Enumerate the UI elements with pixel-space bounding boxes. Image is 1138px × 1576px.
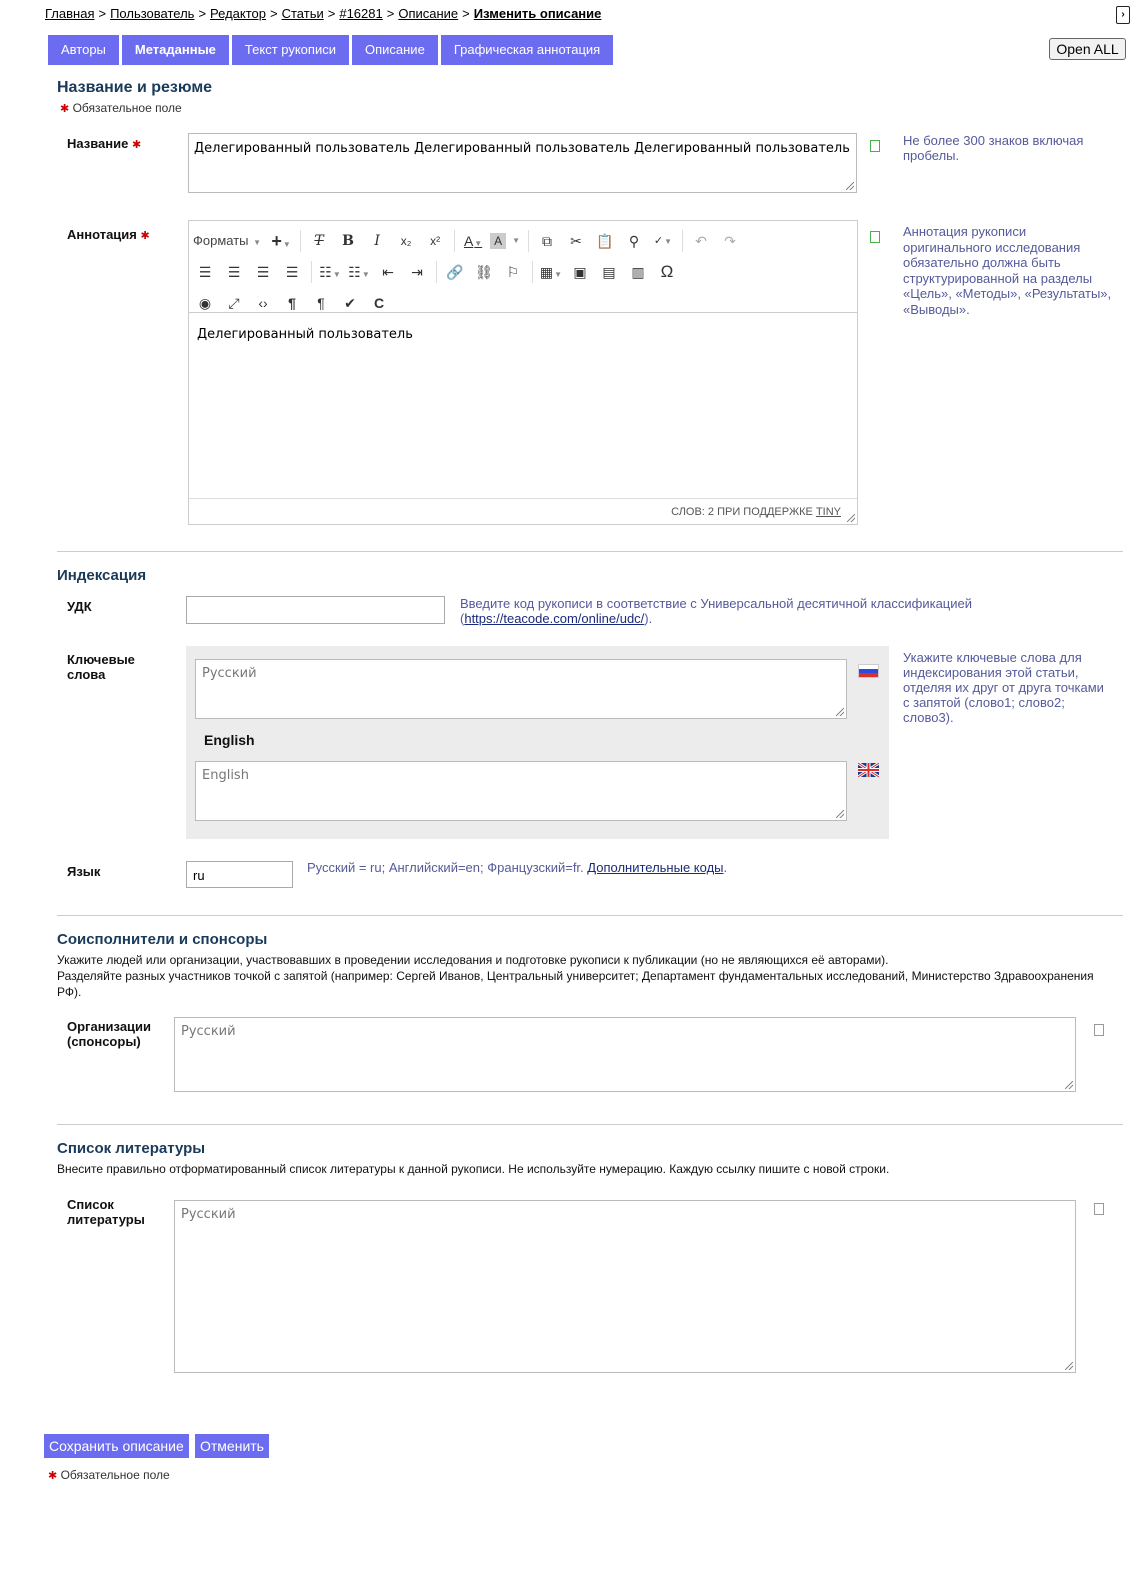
title-hint: Не более 300 знаков включая пробелы. (903, 133, 1084, 163)
organizations-field[interactable] (174, 1017, 1076, 1092)
bold-icon[interactable]: B (342, 232, 354, 249)
title-field[interactable] (188, 133, 857, 193)
breadcrumb-link-home[interactable]: Главная (45, 6, 95, 21)
breadcrumb (45, 6, 601, 21)
breadcrumb-link-article-id[interactable]: #16281 (339, 6, 383, 21)
breadcrumb-separator: > (386, 6, 395, 21)
tab-description[interactable]: Описание (352, 35, 438, 65)
media-icon[interactable]: ▤ (602, 263, 616, 280)
link-icon[interactable]: 🔗 (446, 263, 464, 280)
redo-icon[interactable]: ↷ (724, 232, 736, 249)
editor-content-area[interactable]: Делегированный пользователь (197, 327, 413, 342)
abstract-hint: Аннотация рукописи оригинального исследования обязательно должна быть структурированной на разделы «Цель», «Методы», «Результаты», «Выводы». (903, 224, 1112, 317)
editor-toolbar: Форматы ▼ +▼ T B I x₂ x² A▼ A ▼ ⧉ ✂ 📋 ⚲ ✓▼ ↶ ↷ ☰ ☰ ☰ ☰ ☷▼ ☷▼ ⇤ ⇥ 🔗 ⛓ ⚐ ▦▼ ▣ ▤ ▥ Ω ◉ ⤢ ‹› ¶ ¶ ✔ C (189, 221, 857, 313)
bullet-list-icon[interactable]: ☷▼ (319, 263, 341, 280)
keywords-ru-placeholder: Русский (202, 666, 257, 681)
background-color-icon[interactable]: A (490, 233, 506, 249)
clear-formatting-icon[interactable]: T (314, 232, 324, 249)
udk-hint-end: ). (644, 611, 653, 626)
align-right-icon[interactable]: ☰ (256, 263, 270, 280)
organizations-label: Организации (спонсоры) (67, 1019, 152, 1049)
required-star-icon: ✱ (48, 1470, 58, 1482)
breadcrumb-current: Изменить описание (473, 6, 602, 21)
udk-input[interactable] (186, 596, 445, 624)
abstract-editor (188, 220, 858, 525)
references-field[interactable] (174, 1200, 1076, 1373)
udk-label: УДК (67, 599, 92, 614)
resize-handle[interactable] (1065, 1362, 1073, 1370)
references-description: Внесите правильно отформатированный список литературы к данной рукописи. Не используйте нумерацию. Каждую ссылку пишите с новой строки. (57, 1162, 890, 1176)
title-field-value: Делегированный пользователь Делегированный пользователь Делегированный пользователь (194, 141, 850, 156)
show-blocks-icon[interactable]: ¶ (288, 294, 296, 311)
special-char-icon[interactable]: Ω (660, 261, 674, 281)
formats-dropdown[interactable]: Форматы ▼ (193, 233, 262, 248)
align-left-icon[interactable]: ☰ (198, 263, 212, 280)
sidebar-toggle-icon[interactable]: › (1116, 6, 1130, 24)
resize-handle[interactable] (1065, 1081, 1073, 1089)
word-count: СЛОВ: 2 ПРИ ПОДДЕРЖКЕ (671, 506, 813, 518)
language-input[interactable]: ru (186, 861, 293, 888)
tab-graphical-abstract[interactable]: Графическая аннотация (441, 35, 613, 65)
resize-handle[interactable] (836, 708, 844, 716)
references-heading: Список литературы (57, 1140, 206, 1157)
italic-icon[interactable]: I (374, 232, 380, 249)
keywords-hint: Укажите ключевые слова для индексирования этой статьи, отделяя их друг от друга точками с запятой (слово1; слово2; слово3). (903, 650, 1104, 725)
udc-link[interactable]: https://teacode.com/online/udc/ (464, 611, 645, 626)
breadcrumb-link-user[interactable]: Пользователь (110, 6, 195, 21)
indent-icon[interactable]: ⇥ (411, 263, 423, 280)
title-label-text: Название (67, 136, 129, 151)
abstract-status-icon (870, 231, 880, 243)
sponsors-description-2: Разделяйте разных участников точкой с запятой (например: Сергей Иванов, Центральный университет; Департамент фундаментальных исследований, Министерство Здравоохранения РФ). (57, 969, 1094, 999)
keywords-ru-field[interactable] (195, 659, 847, 719)
align-justify-icon[interactable]: ☰ (285, 263, 299, 280)
language-hint-text: Русский = ru; Английский=en; Французский=fr. (307, 860, 584, 875)
tiny-link[interactable]: TINY (815, 506, 841, 518)
preview-icon[interactable]: ◉ (198, 294, 212, 311)
breadcrumb-separator: > (198, 6, 207, 21)
superscript-icon[interactable]: x² (430, 233, 441, 248)
required-star-icon: ✱ (140, 230, 150, 242)
resize-handle[interactable] (847, 514, 855, 522)
organizations-status-icon (1094, 1024, 1104, 1036)
breadcrumb-separator: > (98, 6, 107, 21)
breadcrumb-link-editor[interactable]: Редактор (210, 6, 267, 21)
abstract-label (67, 227, 150, 244)
bookmark-icon[interactable]: ⚐ (506, 263, 520, 280)
additional-codes-link[interactable]: Дополнительные коды (587, 860, 724, 875)
breadcrumb-separator: > (270, 6, 278, 21)
abstract-label-text: Аннотация (67, 227, 137, 242)
tab-metadata[interactable]: Метаданные (122, 35, 229, 65)
language-label: Язык (67, 864, 101, 879)
udk-hint-text: Введите код рукописи в соответствие с Универсальной десятичной классификацией ( (460, 596, 973, 626)
table-icon[interactable]: ▦▼ (539, 263, 563, 280)
keywords-en-field[interactable] (195, 761, 847, 821)
references-label: Список литературы (67, 1197, 145, 1227)
footer-required-note (48, 1468, 170, 1482)
tab-authors[interactable]: Авторы (48, 35, 119, 65)
sponsors-heading: Соисполнители и спонсоры (57, 931, 268, 948)
title-status-icon (870, 140, 880, 152)
text-color-icon[interactable]: A▼ (463, 232, 483, 249)
references-status-icon (1094, 1203, 1104, 1215)
copy-icon[interactable]: ⧉ (542, 232, 552, 249)
tab-manuscript-text[interactable]: Текст рукописи (232, 35, 349, 65)
image-icon[interactable]: ▣ (573, 263, 587, 280)
required-note-text: Обязательное поле (72, 101, 182, 115)
numbered-list-icon[interactable]: ☷▼ (348, 263, 370, 280)
paste-icon[interactable]: 📋 (596, 232, 614, 249)
language-hint-end: . (723, 860, 728, 875)
outdent-icon[interactable]: ⇤ (382, 263, 394, 280)
title-label (67, 136, 141, 153)
references-placeholder: Русский (181, 1207, 236, 1222)
save-button[interactable]: Сохранить описание (44, 1434, 189, 1458)
unlink-icon[interactable]: ⛓ (475, 263, 493, 280)
fullscreen-icon[interactable]: ⤢ (228, 294, 240, 311)
sponsors-description (57, 952, 1117, 1000)
insert-icon[interactable]: +▼ (271, 230, 291, 251)
divider (57, 551, 1123, 552)
keywords-panel (186, 646, 889, 839)
uk-flag-icon (858, 763, 879, 777)
subscript-icon[interactable]: x₂ (400, 233, 412, 248)
breadcrumb-separator: > (327, 6, 336, 21)
undo-icon[interactable]: ↶ (695, 232, 707, 249)
indexing-heading: Индексация (57, 567, 147, 584)
footer-required-note-text: Обязательное поле (60, 1468, 170, 1482)
section-title-heading: Название и резюме (57, 79, 213, 96)
russian-flag-icon (858, 664, 879, 678)
required-star-icon: ✱ (132, 139, 142, 151)
formats-label: Форматы (193, 233, 249, 248)
resize-handle[interactable] (846, 182, 854, 190)
source-code-icon[interactable]: ‹› (258, 294, 268, 311)
paste-text-icon[interactable]: ▥ (631, 263, 645, 280)
udk-hint (460, 596, 1020, 626)
breadcrumb-separator: > (462, 6, 470, 21)
keywords-en-title: English (204, 732, 255, 748)
checkmark-icon[interactable]: ✔ (344, 294, 356, 311)
breadcrumb-link-articles[interactable]: Статьи (281, 6, 324, 21)
cut-icon[interactable]: ✂ (570, 232, 582, 249)
resize-handle[interactable] (836, 810, 844, 818)
breadcrumb-link-description[interactable]: Описание (398, 6, 459, 21)
spellcheck-icon[interactable]: ✓▼ (653, 234, 673, 247)
align-center-icon[interactable]: ☰ (227, 263, 241, 280)
open-all-button[interactable]: Open ALL (1049, 38, 1126, 60)
tab-bar (48, 35, 613, 65)
spellcheck-c-icon[interactable]: C (373, 294, 385, 311)
required-note (60, 101, 182, 115)
cancel-button[interactable]: Отменить (195, 1434, 269, 1458)
divider (57, 1124, 1123, 1125)
required-star-icon: ✱ (60, 103, 70, 115)
visual-chars-icon[interactable]: ¶ (317, 294, 325, 311)
divider (57, 915, 1123, 916)
language-hint (307, 860, 907, 875)
editor-statusbar (189, 498, 857, 524)
keywords-label: Ключевые слова (67, 652, 135, 682)
keywords-en-placeholder: English (202, 768, 249, 783)
organizations-placeholder: Русский (181, 1024, 236, 1039)
sponsors-description-1: Укажите людей или организации, участвовавших в проведении исследования и подготовке рукописи к публикации (но не являющихся её авторами). (57, 953, 889, 967)
find-replace-icon[interactable]: ⚲ (628, 232, 640, 249)
